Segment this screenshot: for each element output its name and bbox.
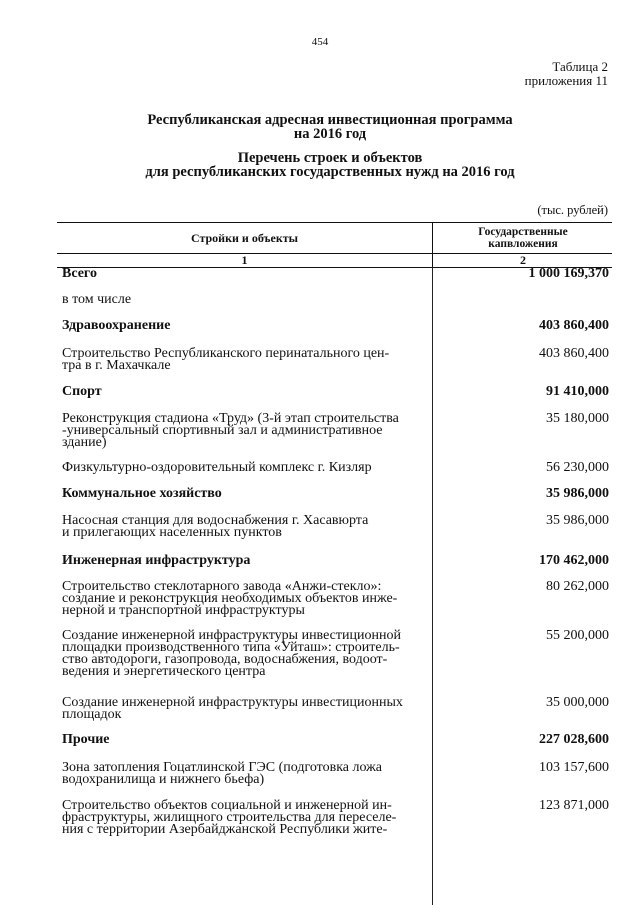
program-title-line1: Республиканская адресная инвестиционная программа (147, 112, 513, 128)
row-object-name (62, 386, 427, 398)
row-investment-value: 227 028,600 (539, 732, 609, 747)
row-object-name-line: ния с территории Азербайджанской Республики жите- (62, 822, 388, 837)
row-object-name (62, 581, 427, 617)
row-object-name (62, 800, 427, 836)
row-investment-value: 170 462,000 (539, 553, 609, 568)
row-object-name-line: Строительство объектов социальной и инженерной ин- (62, 798, 392, 813)
row-object-name-line: Зона затопления Гоцатлинской ГЭС (подготовка ложа (62, 760, 383, 775)
row-investment-value: 35 180,000 (546, 411, 609, 426)
row-object-name-line: Коммунальное хозяйство (62, 486, 222, 501)
objects-table (57, 222, 612, 268)
row-object-name (62, 320, 427, 332)
row-object-name-line: Спорт (62, 384, 102, 399)
row-investment-value: 103 157,600 (539, 760, 609, 775)
row-object-name-line: Прочие (62, 732, 110, 747)
row-object-name-line: здание) (62, 435, 107, 450)
program-title (0, 113, 640, 141)
page-number: 454 (311, 36, 329, 48)
row-object-name (62, 348, 427, 372)
row-object-name-line: ство автодороги, газопровода, водоснабжения, водоот- (62, 652, 388, 667)
row-object-name-line: Здравоохранение (62, 318, 171, 333)
row-object-name-line: водохранилища и нижнего бьефа) (62, 772, 265, 787)
row-object-name-line: Насосная станция для водоснабжения г. Хасавюрта (62, 513, 369, 528)
row-object-name (62, 762, 427, 786)
row-object-name-line: в том числе (62, 292, 132, 307)
program-title-line2: на 2016 год (293, 126, 367, 142)
row-investment-value: 35 986,000 (546, 513, 609, 528)
table-reference-line1: Таблица 2 (552, 59, 608, 74)
row-object-name-line: и прилегающих населенных пунктов (62, 525, 282, 540)
row-object-name (62, 697, 427, 721)
row-object-name (62, 734, 427, 746)
row-object-name-line: Строительство стеклотарного завода «Анжи-стекло»: (62, 579, 382, 594)
row-object-name-line: Инженерная инфраструктура (62, 553, 251, 568)
row-object-name-line: Реконструкция стадиона «Труд» (3-й этап строительства (62, 411, 399, 426)
column-number-1: 1 (241, 253, 248, 267)
row-investment-value: 123 871,000 (539, 798, 609, 813)
row-object-name (62, 294, 427, 306)
row-object-name-line: -универсальный спортивный зал и административное (62, 423, 383, 438)
list-title-line1: Перечень строек и объектов (237, 150, 423, 166)
row-object-name (62, 413, 427, 449)
row-investment-value: 35 986,000 (546, 486, 609, 501)
row-investment-value: 403 860,400 (539, 346, 609, 361)
row-object-name-line: Создание инженерной инфраструктуры инвестиционных (62, 695, 403, 710)
row-object-name-line: Создание инженерной инфраструктуры инвестиционной (62, 628, 401, 643)
column-header-investments-line1: Государственные (478, 226, 568, 238)
column-number-2: 2 (432, 254, 613, 267)
row-object-name-line: Строительство Республиканского перинатального цен- (62, 346, 390, 361)
table-reference-line2: приложения 11 (524, 73, 608, 88)
row-investment-value: 35 000,000 (546, 695, 609, 710)
row-investment-value: 91 410,000 (546, 384, 609, 399)
column-header-objects: Стройки и объекты (190, 230, 299, 245)
row-object-name-line: площадки производственного типа «Уйташ»: строитель- (62, 640, 400, 655)
row-object-name (62, 555, 427, 567)
list-title-line2: для республиканских государственных нужд на 2016 год (145, 164, 515, 180)
column-header-investments (432, 223, 613, 253)
row-object-name-line: создание и реконструкция необходимых объектов инже- (62, 591, 398, 606)
row-investment-value: 56 230,000 (546, 460, 609, 475)
row-object-name-line: Физкультурно-оздоровительный комплекс г. Кизляр (62, 460, 372, 475)
row-object-name-line: нерной и транспортной инфраструктуры (62, 603, 305, 618)
row-investment-value: 55 200,000 (546, 628, 609, 643)
column-header-investments-line2: капвложения (488, 238, 558, 250)
row-object-name-line: фраструктуры, жилищного строительства для переселе- (62, 810, 397, 825)
table-reference (525, 60, 608, 88)
row-object-name (62, 630, 427, 678)
table-header-row (57, 222, 612, 254)
row-object-name (62, 488, 427, 500)
row-object-name-line: ведения и энергетического центра (62, 664, 266, 679)
units-note: (тыс. рублей) (537, 203, 608, 217)
row-object-name-line: Всего (62, 266, 97, 281)
row-investment-value: 80 262,000 (546, 579, 609, 594)
row-investment-value: 1 000 169,370 (528, 266, 609, 281)
list-title (0, 151, 640, 179)
row-investment-value: 403 860,400 (539, 318, 609, 333)
column-divider (432, 267, 433, 905)
row-object-name (62, 268, 427, 280)
row-object-name-line: тра в г. Махачкале (62, 358, 171, 373)
row-object-name (62, 462, 427, 474)
row-object-name (62, 515, 427, 539)
row-object-name-line: площадок (62, 707, 122, 722)
